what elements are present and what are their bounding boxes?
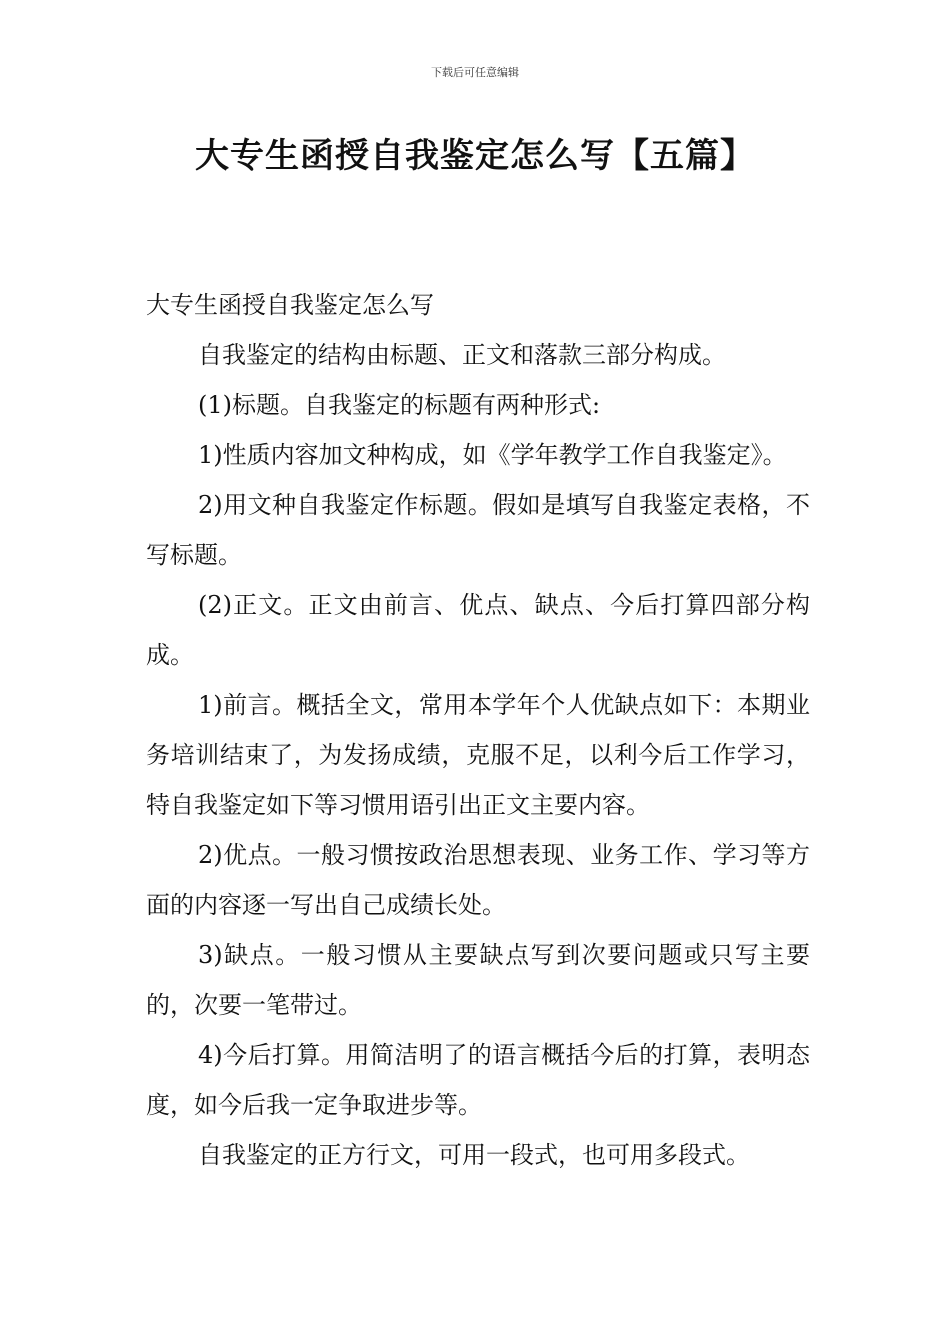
paragraph: 3)缺点。一般习惯从主要缺点写到次要问题或只写主要的，次要一笔带过。 [146,941,810,1019]
paragraph: 4)今后打算。用简洁明了的语言概括今后的打算，表明态度，如今后我一定争取进步等。 [146,1041,810,1119]
paragraph: 1)前言。概括全文，常用本学年个人优缺点如下：本期业务培训结束了，为发扬成绩，克服不足，以利今后工作学习，特自我鉴定如下等习惯用语引出正文主要内容。 [146,691,810,819]
paragraph: 1)性质内容加文种构成，如《学年教学工作自我鉴定》。 [198,441,787,469]
section-heading: 大专生函授自我鉴定怎么写 [146,291,434,319]
document-body [146,280,810,1180]
paragraph: 2)用文种自我鉴定作标题。假如是填写自我鉴定表格，不写标题。 [146,491,810,569]
paragraph: (2)正文。正文由前言、优点、缺点、今后打算四部分构成。 [146,591,810,669]
paragraph: (1)标题。自我鉴定的标题有两种形式: [198,391,601,419]
paragraph: 2)优点。一般习惯按政治思想表现、业务工作、学习等方面的内容逐一写出自己成绩长处。 [146,841,810,919]
paragraph: 自我鉴定的正方行文，可用一段式，也可用多段式。 [198,1141,750,1169]
header-note: 下载后可任意编辑 [431,66,519,79]
document-title: 大专生函授自我鉴定怎么写【五篇】 [195,136,755,176]
paragraph: 自我鉴定的结构由标题、正文和落款三部分构成。 [198,341,726,369]
